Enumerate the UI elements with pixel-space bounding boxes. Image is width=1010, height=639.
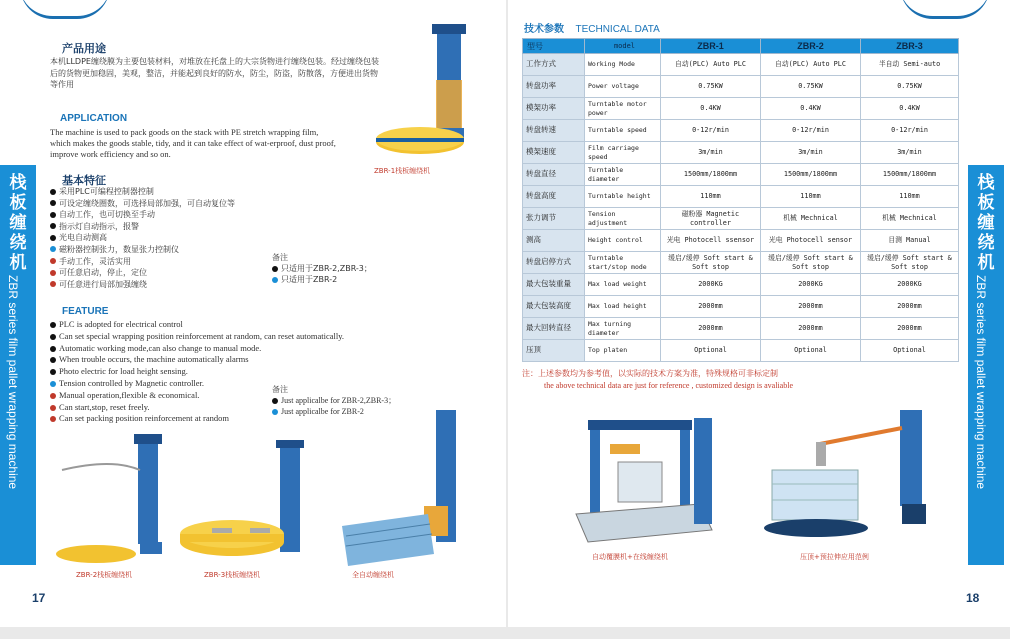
spec-cell: 测高 xyxy=(523,230,585,252)
spec-cell: Working Mode xyxy=(585,54,661,76)
spec-cell: 2000mm xyxy=(861,318,959,340)
header-cell: ZBR-1 xyxy=(661,39,761,54)
spec-cell: 缓启/缓停 Soft start & Soft stop xyxy=(861,252,959,274)
spec-cell: 2000KG xyxy=(861,274,959,296)
zbr1-caption: ZBR-1栈板缠绕机 xyxy=(374,167,431,175)
spec-cell: Max turning diameter xyxy=(585,318,661,340)
disclaimer-cn: 注：上述参数均为参考值，以实际的技术方案为准，特殊规格可非标定制 xyxy=(522,369,778,378)
basic-feature-item: 可任意进行局部加强缠绕 xyxy=(50,279,235,291)
spec-row xyxy=(523,296,959,318)
bullet-dot xyxy=(50,357,56,363)
spec-cell: 0-12r/min xyxy=(761,120,861,142)
header-cell: 型号 xyxy=(523,39,585,54)
spec-cell: 2000mm xyxy=(861,296,959,318)
bullet-dot xyxy=(272,277,278,283)
spec-cell: 光电 Photocell ssensor xyxy=(661,230,761,252)
right-page xyxy=(508,0,1010,627)
basic-feature-item: 光电自动测高 xyxy=(50,232,235,244)
spec-cell: Max load height xyxy=(585,296,661,318)
corner-arc-decoration xyxy=(20,0,110,19)
bullet-dot xyxy=(50,212,56,218)
basic-feature-item: 可设定缠绕圈数，可选择局部加强，可自动复位等 xyxy=(50,198,235,210)
spec-cell: 2000mm xyxy=(761,296,861,318)
bullet-dot xyxy=(50,281,56,287)
disclaimer-en: the above technical data are just for reference , customized design is avaliable xyxy=(544,381,793,390)
corner-arc-decoration xyxy=(900,0,990,19)
bullet-dot xyxy=(50,405,56,411)
basic-features-title: 基本特征 xyxy=(62,174,106,187)
full-auto-machine-image xyxy=(338,406,466,570)
bullet-dot xyxy=(50,381,56,387)
bullet-dot xyxy=(50,223,56,229)
zbr3-machine-image xyxy=(176,438,328,570)
spec-cell: 最大包装重量 xyxy=(523,274,585,296)
side-band-en-title: ZBR series film pallet wrapping machine xyxy=(974,275,988,490)
spec-row xyxy=(523,340,959,362)
basic-feature-item: 磁粉器控制张力，数显张力控制仪 xyxy=(50,244,235,256)
spec-row xyxy=(523,230,959,252)
spec-cell: 张力调节 xyxy=(523,208,585,230)
feature-item: Automatic working mode,can also change to manual mode. xyxy=(50,343,344,355)
spec-cell: 3m/min xyxy=(761,142,861,164)
note-en-line: Just applicalbe for ZBR-2 xyxy=(272,406,396,417)
spec-cell: 转盘启停方式 xyxy=(523,252,585,274)
bullet-dot xyxy=(50,416,56,422)
spec-table xyxy=(522,38,959,362)
left-side-band xyxy=(0,165,36,565)
disclaimer xyxy=(522,368,793,392)
spec-cell: 0-12r/min xyxy=(661,120,761,142)
spec-cell: 110mm xyxy=(661,186,761,208)
spec-cell: 压顶 xyxy=(523,340,585,362)
zbr3-caption: ZBR-3栈板缠绕机 xyxy=(204,571,261,579)
spec-cell: Optional xyxy=(761,340,861,362)
application-title: APPLICATION xyxy=(60,113,128,124)
side-band-cn-title: 栈板缠绕机 xyxy=(9,173,27,273)
bullet-dot xyxy=(50,246,56,252)
feature-item: Photo electric for load height sensing. xyxy=(50,366,344,378)
bullet-dot xyxy=(272,409,278,415)
spec-cell: Max load weight xyxy=(585,274,661,296)
top-platen-prestretch-image xyxy=(762,404,934,548)
spec-cell: Turntable motor power xyxy=(585,98,661,120)
spec-cell: 110mm xyxy=(761,186,861,208)
spec-cell: Optional xyxy=(661,340,761,362)
spec-cell: 工作方式 xyxy=(523,54,585,76)
spec-cell: 0.4KW xyxy=(861,98,959,120)
spec-cell: 转盘直径 xyxy=(523,164,585,186)
spec-row xyxy=(523,274,959,296)
spec-cell: Power voltage xyxy=(585,76,661,98)
spec-table-body xyxy=(523,54,959,362)
spec-cell: 缓启/缓停 Soft start & Soft stop xyxy=(761,252,861,274)
bullet-dot xyxy=(50,334,56,340)
bullet-dot xyxy=(50,200,56,206)
note-cn-line: 只适用于ZBR-2 xyxy=(272,274,372,285)
note-cn-title: 备注 xyxy=(272,253,288,262)
zbr2-machine-image xyxy=(52,430,172,570)
spec-cell: 磁粉器 Magnetic controller xyxy=(661,208,761,230)
spec-cell: Film carriage speed xyxy=(585,142,661,164)
spec-cell: 2000mm xyxy=(661,318,761,340)
bullet-dot xyxy=(272,266,278,272)
header-cell: model xyxy=(585,39,661,54)
full-auto-caption: 全自动缠绕机 xyxy=(352,571,394,579)
header-cell: ZBR-2 xyxy=(761,39,861,54)
spec-cell: 0-12r/min xyxy=(861,120,959,142)
feature-item: Manual operation,flexible & economical. xyxy=(50,390,344,402)
spec-cell: 最大回转直径 xyxy=(523,318,585,340)
tech-data-title-cn: 技术参数 xyxy=(524,24,564,35)
feature-item: Can start,stop, reset freely. xyxy=(50,402,344,414)
spec-row xyxy=(523,208,959,230)
spec-cell: 2000KG xyxy=(661,274,761,296)
bullet-dot xyxy=(50,270,56,276)
spec-cell: 2000mm xyxy=(761,318,861,340)
spec-cell: 2000KG xyxy=(761,274,861,296)
spec-cell: 0.4KW xyxy=(661,98,761,120)
product-use-text: 本机LLDPE缠绕膜为主要包装材料，对堆放在托盘上的大宗货物进行缠绕包装。经过缠绕包装后的货物更加稳固，美观，整洁，并能起到良好的防水，防尘，防盗，防散落，方便进出货物等作用 xyxy=(50,57,379,89)
spec-cell: 转盘高度 xyxy=(523,186,585,208)
spec-cell: Height control xyxy=(585,230,661,252)
spec-cell: Optional xyxy=(861,340,959,362)
bullet-dot xyxy=(50,369,56,375)
spec-cell: 最大包装高度 xyxy=(523,296,585,318)
spec-row xyxy=(523,142,959,164)
bullet-dot xyxy=(50,235,56,241)
application-text: The machine is used to pack goods on the stack with PE stretch wrapping film, which makes the goods stable, tidy, and it can take effect of wat-erproof, dust proof, improve work efficiency and so on. xyxy=(50,127,336,159)
basic-feature-item: 指示灯自动指示，报警 xyxy=(50,221,235,233)
header-cell: ZBR-3 xyxy=(861,39,959,54)
feature-item: Can set packing position reinforcement at random xyxy=(50,413,344,425)
bullet-dot xyxy=(50,189,56,195)
left-page xyxy=(0,0,506,627)
spec-cell: 模架功率 xyxy=(523,98,585,120)
top-platen-caption: 压顶+预拉伸应用范例 xyxy=(800,553,869,561)
spec-cell: Turntable start/stop mode xyxy=(585,252,661,274)
auto-film-covering-machine-image xyxy=(570,404,720,548)
bullet-dot xyxy=(272,398,278,404)
spec-cell: 机械 Mechnical xyxy=(861,208,959,230)
spec-cell: 目测 Manual xyxy=(861,230,959,252)
right-page-number: 18 xyxy=(966,591,980,605)
spec-cell: 半自动 Semi-auto xyxy=(861,54,959,76)
spec-row xyxy=(523,164,959,186)
basic-feature-item: 采用PLC可编程控制器控制 xyxy=(50,186,235,198)
spec-cell: 光电 Photocell sensor xyxy=(761,230,861,252)
zbr1-machine-image xyxy=(372,20,490,168)
note-cn-line: 只适用于ZBR-2,ZBR-3； xyxy=(272,263,372,274)
bullet-dot xyxy=(50,393,56,399)
spec-row xyxy=(523,54,959,76)
zbr2-caption: ZBR-2栈板缠绕机 xyxy=(76,571,133,579)
spec-cell: 0.75KW xyxy=(861,76,959,98)
spec-cell: Turntable speed xyxy=(585,120,661,142)
spec-cell: 转盘转速 xyxy=(523,120,585,142)
feature-title: FEATURE xyxy=(62,306,109,317)
basic-feature-item: 手动工作，灵活实用 xyxy=(50,256,235,268)
spec-cell: 模架速度 xyxy=(523,142,585,164)
left-page-number: 17 xyxy=(32,591,46,605)
tech-data-title xyxy=(524,20,660,35)
side-band-en-title: ZBR series film pallet wrapping machine xyxy=(6,275,20,490)
basic-feature-item: 可任意启动，停止，定位 xyxy=(50,267,235,279)
auto-film-covering-caption: 自动覆膜机+在线缠绕机 xyxy=(592,553,668,561)
bullet-dot xyxy=(50,258,56,264)
bullet-dot xyxy=(50,346,56,352)
tech-data-title-en: TECHNICAL DATA xyxy=(575,24,660,35)
spec-cell: 0.75KW xyxy=(661,76,761,98)
note-en-line: Just applicalbe for ZBR-2,ZBR-3； xyxy=(272,395,396,406)
spec-cell: 自动(PLC) Auto PLC xyxy=(661,54,761,76)
spec-cell: Turntable height xyxy=(585,186,661,208)
feature-item: When trouble occurs, the machine automatically alarms xyxy=(50,354,344,366)
spec-cell: 0.75KW xyxy=(761,76,861,98)
spec-cell: 3m/min xyxy=(861,142,959,164)
basic-feature-item: 自动工作，也可切换至手动 xyxy=(50,209,235,221)
spec-cell: 缓启/缓停 Soft start & Soft stop xyxy=(661,252,761,274)
side-band-cn-title: 栈板缠绕机 xyxy=(977,173,995,273)
spec-cell: 自动(PLC) Auto PLC xyxy=(761,54,861,76)
basic-features-list xyxy=(50,186,235,290)
right-side-band xyxy=(968,165,1004,565)
feature-item: Tension controlled by Magnetic controller. xyxy=(50,378,344,390)
bullet-dot xyxy=(50,322,56,328)
spec-header-row xyxy=(523,39,959,54)
spec-cell: 3m/min xyxy=(661,142,761,164)
spec-cell: 2000mm xyxy=(661,296,761,318)
spec-cell: 1500mm/1800mm xyxy=(861,164,959,186)
spec-row xyxy=(523,76,959,98)
spec-row xyxy=(523,252,959,274)
note-en-title: 备注 xyxy=(272,385,288,394)
product-use-title: 产品用途 xyxy=(62,42,106,55)
spec-row xyxy=(523,98,959,120)
spec-cell: Tension adjustment xyxy=(585,208,661,230)
spec-cell: 机械 Mechnical xyxy=(761,208,861,230)
spec-row xyxy=(523,318,959,340)
feature-item: Can set special wrapping position reinforcement at random, can reset automatically. xyxy=(50,331,344,343)
feature-item: PLC is adopted for electrical control xyxy=(50,319,344,331)
note-cn xyxy=(272,252,372,285)
spec-row xyxy=(523,186,959,208)
spec-cell: 1500mm/1800mm xyxy=(761,164,861,186)
spec-cell: 转盘功率 xyxy=(523,76,585,98)
spec-cell: Top platen xyxy=(585,340,661,362)
spec-cell: 110mm xyxy=(861,186,959,208)
spec-cell: Turntable diameter xyxy=(585,164,661,186)
spec-cell: 1500mm/1800mm xyxy=(661,164,761,186)
spec-row xyxy=(523,120,959,142)
spec-cell: 0.4KW xyxy=(761,98,861,120)
